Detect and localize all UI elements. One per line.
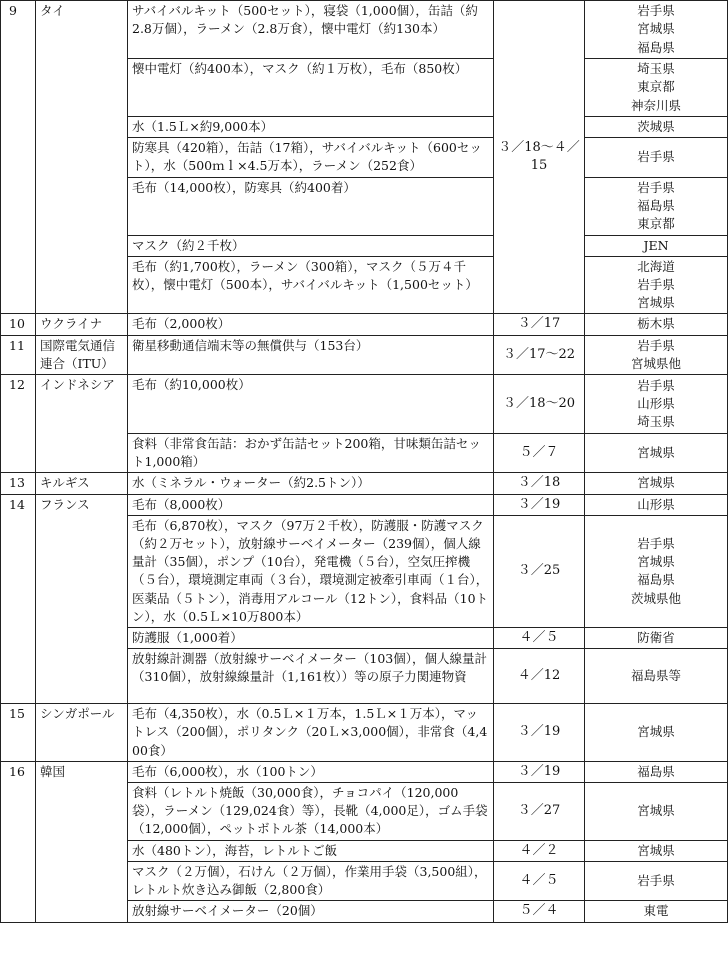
aid-destination: JEN — [585, 235, 728, 256]
aid-items: 水（ミネラル・ウォーター（約2.5トン）） — [128, 473, 494, 494]
aid-items: 食料（非常食缶詰：おかず缶詰セット200箱，甘味類缶詰セット1,000箱） — [128, 434, 494, 473]
aid-date: ４／５ — [494, 628, 585, 649]
table-row — [1, 704, 728, 762]
aid-date: ５／４ — [494, 901, 585, 922]
aid-date: ４／２ — [494, 840, 585, 861]
aid-destination: 宮城県 — [585, 704, 728, 762]
aid-destination: 宮城県 — [585, 840, 728, 861]
row-number: 14 — [1, 494, 36, 704]
aid-destination: 宮城県 — [585, 434, 728, 473]
donor-name: シンガポール — [36, 704, 128, 762]
aid-items: 毛布（6,000枚），水（100トン） — [128, 761, 494, 782]
aid-date: ３／19 — [494, 761, 585, 782]
aid-date: ３／17 — [494, 314, 585, 335]
aid-destination: 福島県 — [585, 761, 728, 782]
aid-items: 毛布（6,870枚），マスク（97万２千枚），防護服・防護マスク（約２万セット），放射線サーベイメーター（239個），個人線量計（35個），ポンプ（10台），発電機（５台），空気圧搾機（５台），環境測定車両（３台），環境測定被牽引車両（１台），医薬品（５トン），消毒用アルコール（12トン），食料品（10トン），水（0.5Ｌ×10万800本） — [128, 515, 494, 627]
table-row — [1, 473, 728, 494]
row-number: 12 — [1, 375, 36, 473]
aid-destination: 宮城県 — [585, 473, 728, 494]
aid-items: サバイバルキット（500セット），寝袋（1,000個），缶詰（約2.8万個），ラーメン（2.8万食），懐中電灯（約130本） — [128, 1, 494, 59]
aid-items: 毛布（約10,000枚） — [128, 375, 494, 434]
aid-items: 水（1.5Ｌ×約9,000本） — [128, 117, 494, 138]
donor-name: ウクライナ — [36, 314, 128, 335]
aid-items: 毛布（8,000枚） — [128, 494, 494, 515]
aid-destination: 岩手県 福島県 東京都 — [585, 177, 728, 235]
aid-date: ３／18〜４／15 — [494, 1, 585, 314]
aid-destination: 宮城県 — [585, 783, 728, 841]
aid-destination: 北海道 岩手県 宮城県 — [585, 256, 728, 314]
aid-date: ５／７ — [494, 434, 585, 473]
aid-destination: 防衛省 — [585, 628, 728, 649]
row-number: 11 — [1, 335, 36, 374]
aid-destination: 岩手県 宮城県他 — [585, 335, 728, 374]
table-row — [1, 314, 728, 335]
table-row — [1, 1, 728, 59]
table-row — [1, 494, 728, 515]
aid-destination: 埼玉県 東京都 神奈川県 — [585, 59, 728, 117]
row-number: 13 — [1, 473, 36, 494]
aid-items: 毛布（14,000枚），防寒具（約400着） — [128, 177, 494, 235]
donor-name: タイ — [36, 1, 128, 314]
aid-date: ３／17〜22 — [494, 335, 585, 374]
aid-items: 防護服（1,000着） — [128, 628, 494, 649]
donor-name: フランス — [36, 494, 128, 704]
row-number: 16 — [1, 761, 36, 922]
aid-date: ３／18 — [494, 473, 585, 494]
aid-items: マスク（約２千枚） — [128, 235, 494, 256]
aid-items: 放射線計測器（放射線サーベイメーター（103個），個人線量計（310個），放射線線量計（1,161枚））等の原子力関連物資 — [128, 649, 494, 704]
row-number: 15 — [1, 704, 36, 762]
aid-items: 食料（レトルト焼飯（30,000食），チョコパイ（120,000袋），ラーメン（129,024食）等），長靴（4,000足），ゴム手袋（12,000個），ペットボトル茶（14,000本） — [128, 783, 494, 841]
aid-destination: 福島県等 — [585, 649, 728, 704]
donor-name: インドネシア — [36, 375, 128, 473]
row-number: 10 — [1, 314, 36, 335]
aid-destination: 岩手県 — [585, 861, 728, 900]
aid-date: ３／19 — [494, 704, 585, 762]
aid-date: ３／25 — [494, 515, 585, 627]
aid-destination: 茨城県 — [585, 117, 728, 138]
aid-date: ４／５ — [494, 861, 585, 900]
aid-items: 毛布（約1,700枚），ラーメン（300箱），マスク（５万４千枚），懐中電灯（500本），サバイバルキット（1,500セット） — [128, 256, 494, 314]
aid-items: 衛星移動通信端末等の無償供与（153台） — [128, 335, 494, 374]
aid-destination: 岩手県 宮城県 福島県 — [585, 1, 728, 59]
aid-destination: 岩手県 宮城県 福島県 茨城県他 — [585, 515, 728, 627]
donor-name: 国際電気通信連合（ITU） — [36, 335, 128, 374]
table-row — [1, 335, 728, 374]
donor-name: 韓国 — [36, 761, 128, 922]
aid-date: ３／19 — [494, 494, 585, 515]
aid-items: マスク（２万個），石けん（２万個），作業用手袋（3,500組），レトルト炊き込み御飯（2,800食） — [128, 861, 494, 900]
row-number: 9 — [1, 1, 36, 314]
aid-destination: 岩手県 — [585, 138, 728, 177]
aid-destination: 岩手県 山形県 埼玉県 — [585, 375, 728, 434]
aid-date: ３／27 — [494, 783, 585, 841]
aid-items: 防寒具（420箱），缶詰（17箱），サバイバルキット（600セット），水（500ｍｌ×4.5万本），ラーメン（252食） — [128, 138, 494, 177]
aid-destination: 栃木県 — [585, 314, 728, 335]
table-row — [1, 761, 728, 782]
aid-items: 放射線サーベイメーター（20個） — [128, 901, 494, 922]
aid-items: 水（480トン），海苔，レトルトご飯 — [128, 840, 494, 861]
aid-items: 毛布（2,000枚） — [128, 314, 494, 335]
aid-date: ４／12 — [494, 649, 585, 704]
donor-name: キルギス — [36, 473, 128, 494]
aid-destination: 東電 — [585, 901, 728, 922]
aid-items: 懐中電灯（約400本），マスク（約１万枚），毛布（850枚） — [128, 59, 494, 117]
aid-items: 毛布（4,350枚），水（0.5Ｌ×１万本，1.5Ｌ×１万本），マットレス（200個），ポリタンク（20Ｌ×3,000個），非常食（4,400食） — [128, 704, 494, 762]
aid-date: ３／18〜20 — [494, 375, 585, 434]
aid-destination: 山形県 — [585, 494, 728, 515]
table-row — [1, 375, 728, 434]
